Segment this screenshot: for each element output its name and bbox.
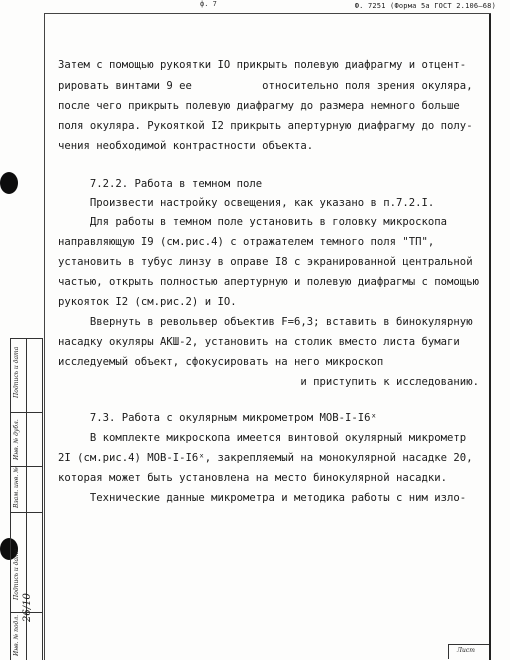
inventory-number: 26/10 bbox=[22, 593, 33, 622]
header-fragment: ф. 7 bbox=[200, 0, 217, 8]
text-line: после чего прикрыть полевую диафрагму до размера немного больше bbox=[58, 100, 460, 112]
text-line: 2I (см.рис.4) МОВ-I-I6ˣ, закрепляемый на монокулярной насадке 20, bbox=[58, 452, 473, 464]
sheet-label: Лист bbox=[457, 647, 475, 654]
text-line: чения необходимой контрастности объекта. bbox=[58, 140, 314, 152]
text-line: установить в тубус линзу в оправе I8 с экранированной центральной bbox=[58, 256, 473, 268]
punch-hole bbox=[0, 172, 18, 194]
text-line: поля окуляра. Рукояткой I2 прикрыть апертурную диафрагму до полу- bbox=[58, 120, 473, 132]
binding-label: Подпись и дата bbox=[13, 346, 20, 398]
text-line: частью, открыть полностью апертурную и полевую диафрагмы с помощью bbox=[58, 276, 479, 288]
frame-top-line bbox=[44, 13, 491, 14]
text-line: В комплекте микроскопа имеется винтовой окулярный микрометр bbox=[58, 432, 467, 444]
text-line: которая может быть установлена на место бинокулярной насадки. bbox=[58, 472, 448, 484]
binding-label: Инв. № дубл. bbox=[13, 419, 20, 460]
text-line: рукояток I2 (см.рис.2) и IO. bbox=[58, 296, 237, 308]
section-heading: 7.2.2. Работа в темном поле bbox=[58, 178, 263, 190]
binding-label: Подпись и дата bbox=[13, 548, 20, 600]
text-line: Затем с помощью рукоятки IO прикрыть полевую диафрагму и отцент- bbox=[58, 59, 467, 71]
text-line: исследуемый объект, сфокусировать на него микроскоп bbox=[58, 356, 384, 368]
text-line: Для работы в темном поле установить в головку микроскопа bbox=[58, 216, 448, 228]
text-line: Ввернуть в револьвер объектив F=6,3; вставить в бинокулярную bbox=[58, 316, 473, 328]
sheet-box bbox=[448, 644, 489, 659]
text-line: и приступить к исследованию. bbox=[58, 376, 479, 388]
binding-label: Взам. инв. № bbox=[13, 467, 20, 508]
text-line: насадку окуляры АКШ-2, установить на столик вместо листа бумаги bbox=[58, 336, 460, 348]
frame-right-line bbox=[489, 14, 491, 660]
text-line: Произвести настройку освещения, как указано в п.7.2.I. bbox=[58, 197, 435, 209]
form-label: Ф. 7251 (Форма 5а ГОСТ 2.106—68) bbox=[354, 2, 496, 10]
text-line: Технические данные микрометра и методика работы с ним изло- bbox=[58, 492, 467, 504]
binding-label: Инв. № подл. bbox=[13, 614, 20, 656]
text-line: рировать винтами 9 ее относительно поля зрения окуляра, bbox=[58, 80, 473, 92]
text-line: направляющую I9 (см.рис.4) с отражателем темного поля "ТП", bbox=[58, 236, 435, 248]
section-heading: 7.3. Работа с окулярным микрометром МОВ-I-I6ˣ bbox=[58, 412, 377, 424]
frame-left-line bbox=[44, 13, 45, 660]
